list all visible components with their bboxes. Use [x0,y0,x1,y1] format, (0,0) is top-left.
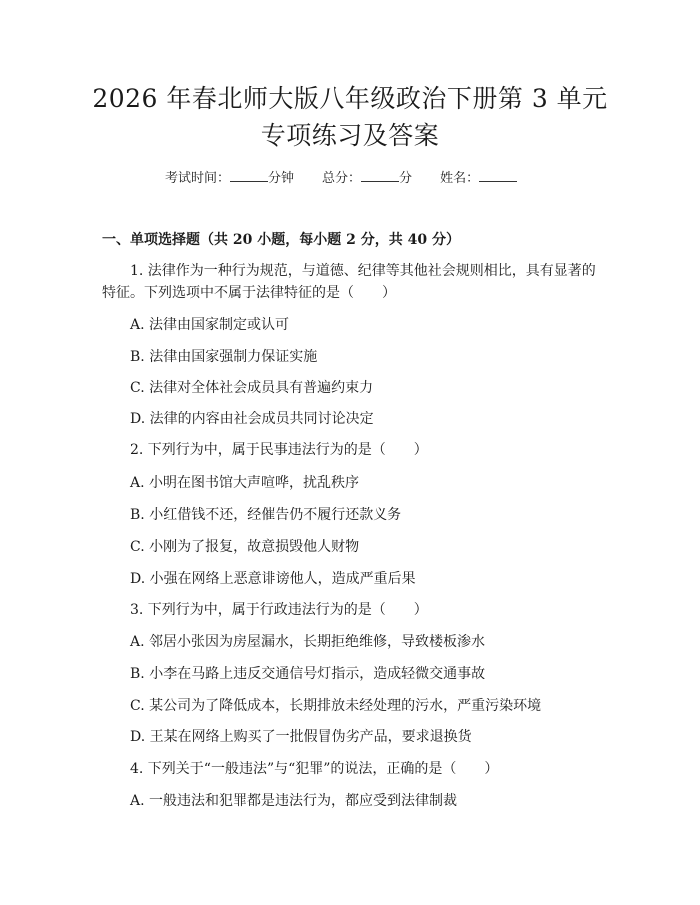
question-1-option-a: A. 法律由国家制定或认可 [130,317,290,333]
title-line-1: 2026 年春北师大版八年级政治下册第 3 单元 [92,84,608,113]
title-line-2: 专项练习及答案 [260,121,440,150]
time-unit: 分钟 [268,171,295,186]
question-2-option-c: C. 小刚为了报复，故意损毁他人财物 [130,539,360,555]
question-3-option-c: C. 某公司为了降低成本，长期排放未经处理的污水，严重污染环境 [130,698,542,714]
question-2-stem: 2. 下列行为中，属于民事违法行为的是（ ） [130,442,428,458]
time-blank [230,169,268,182]
question-3-option-a: A. 邻居小张因为房屋漏水，长期拒绝维修，导致楼板渗水 [130,634,486,650]
section-heading: 一、单项选择题（共 20 小题，每小题 2 分，共 40 分） [102,232,460,248]
question-1-option-b: B. 法律由国家强制力保证实施 [130,349,318,365]
question-1-option-c: C. 法律对全体社会成员具有普遍约束力 [130,380,374,396]
name-label: 姓名： [440,171,480,186]
question-4-option-a: A. 一般违法和犯罪都是违法行为，都应受到法律制裁 [130,793,458,809]
question-4-stem: 4. 下列关于“一般违法”与“犯罪”的说法，正确的是（ ） [130,761,499,777]
question-2-option-d: D. 小强在网络上恶意诽谤他人，造成严重后果 [130,571,416,587]
score-blank [361,169,399,182]
exam-meta [165,167,517,186]
time-label: 考试时间： [165,171,231,186]
question-2-option-b: B. 小红借钱不还，经催告仍不履行还款义务 [130,507,402,523]
question-3-option-d: D. 王某在网络上购买了一批假冒伪劣产品，要求退换货 [130,729,472,745]
name-blank [479,169,517,182]
question-3-stem: 3. 下列行为中，属于行政违法行为的是（ ） [130,602,428,618]
question-1-option-d: D. 法律的内容由社会成员共同讨论决定 [130,411,374,427]
question-1-stem-cont: 特征。下列选项中不属于法律特征的是（ ） [102,285,396,301]
score-label: 总分： [322,171,362,186]
question-1-stem: 1. 法律作为一种行为规范，与道德、纪律等其他社会规则相比，具有显著的 [130,263,596,279]
score-unit: 分 [399,171,413,186]
question-3-option-b: B. 小李在马路上违反交通信号灯指示，造成轻微交通事故 [130,666,486,682]
question-2-option-a: A. 小明在图书馆大声喧哗，扰乱秩序 [130,475,360,491]
